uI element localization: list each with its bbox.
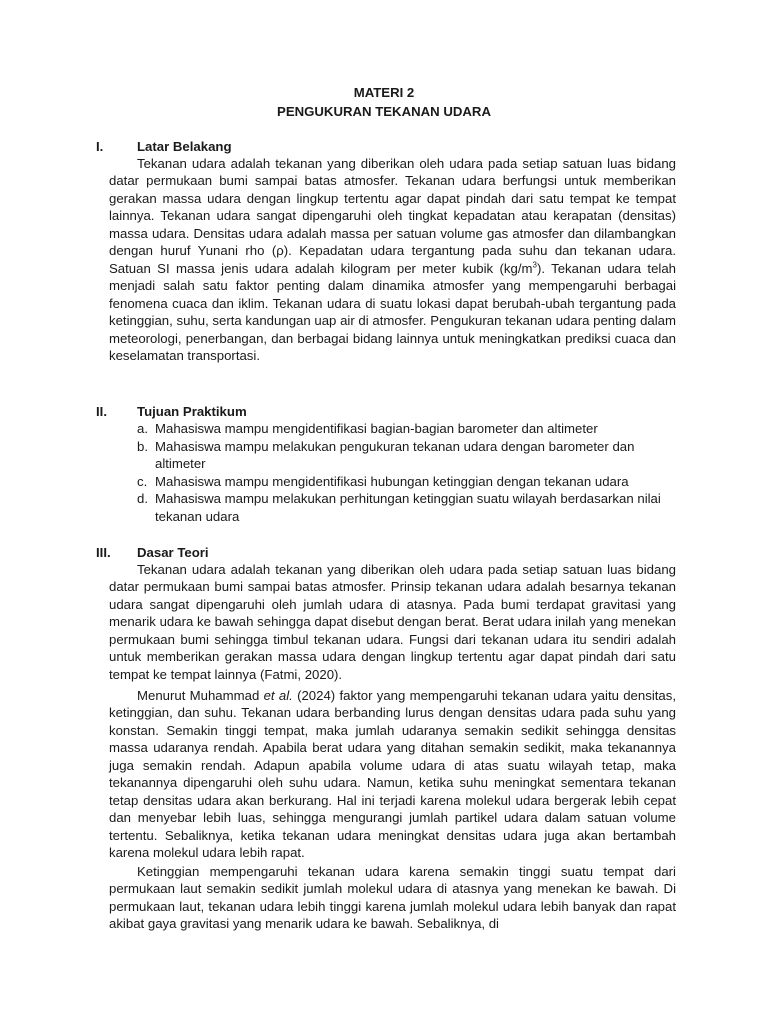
- section-2-number: II.: [96, 404, 107, 419]
- objectives-list: [137, 420, 677, 525]
- section-1-number: I.: [96, 139, 104, 154]
- section-3-title: Dasar Teori: [137, 545, 209, 560]
- list-item-text: Mahasiswa mampu mengidentifikasi bagian-bagian barometer dan altimeter: [155, 421, 598, 436]
- section-2-heading: [0, 403, 768, 420]
- section-1-paragraph-text-a: Tekanan udara adalah tekanan yang diberikan oleh udara pada setiap satuan luas bidang datar permukaan bumi sampai batas atmosfer. Tekanan udara berfungsi untuk memberikan gerakan massa udara dengan lingkup tertentu agar dapat pindah dari satu tempat ke tempat lainnya. Tekanan udara sangat dipengaruhi oleh tingkat kepadatan atau kerapatan (densitas) massa udara. Densitas udara adalah massa per satuan volume gas atmosfer dan dilambangkan dengan huruf Yunani rho (ρ). Kepadatan udara tergantung pada suhu dan tekanan udara. Satuan SI massa jenis udara adalah kilogram per meter kubik (kg/m: [109, 156, 676, 276]
- list-item-letter: a.: [137, 421, 148, 436]
- section-1-title: Latar Belakang: [137, 139, 232, 154]
- section-3-paragraph-2-text-a: Menurut Muhammad: [137, 688, 264, 703]
- list-item-text: Mahasiswa mampu melakukan pengukuran tekanan udara dengan barometer dan altimeter: [155, 438, 635, 471]
- list-item: [137, 490, 677, 525]
- list-item-text: Mahasiswa mampu melakukan perhitungan ketinggian suatu wilayah berdasarkan nilai tekanan udara: [155, 491, 661, 524]
- list-item-text: Mahasiswa mampu mengidentifikasi hubungan ketinggian dengan tekanan udara: [155, 473, 629, 489]
- list-item-letter: c.: [137, 473, 148, 489]
- list-item: [137, 438, 677, 473]
- document-title: MATERI 2: [353, 85, 415, 100]
- section-3-heading: [0, 544, 768, 561]
- superscript-3: 3: [532, 260, 537, 270]
- list-item-letter: b.: [137, 438, 148, 454]
- section-1-heading: [0, 138, 768, 155]
- section-3-paragraph-2-text-b: (2024) faktor yang mempengaruhi tekanan udara yaitu densitas, ketinggian, dan suhu. Tekanan udara berbanding lurus dengan densitas udara pada suhu yang konstan. Semakin tinggi tempat, maka jumlah udaranya semakin sedikit sehingga densitas massa udaranya rendah. Apabila berat udara yang ditahan semakin sedikit, maka tekanannya juga semakin rendah. Adapun apabila volume udara di atas suatu wilayah tetap, maka tekanannya dipengaruhi oleh suhu udara. Namun, ketika suhu meningkat sementara tekanan tetap densitas udara akan berkurang. Hal ini terjadi karena molekul udara bergerak lebih cepat dan menyebar lebih luas, sehingga mengurangi jumlah partikel udara dalam satuan volume tertentu. Sebaliknya, ketika tekanan udara meningkat densitas udara juga akan bertambah karena molekul udara lebih rapat.: [109, 688, 677, 861]
- list-item: [137, 473, 677, 491]
- section-1-paragraph-text-b: ). Tekanan udara telah menjadi salah satu faktor penting dalam dinamika atmosfer yang mempengaruhi berbagai fenomena cuaca dan iklim. Tekanan udara di suatu lokasi dapat berubah-ubah tergantung pada ketinggian, suhu, serta kandungan uap air di atmosfer. Pengukuran tekanan udara penting dalam meteorologi, penerbangan, dan berbagai bidang lainnya untuk meningkatkan prediksi cuaca dan keselamatan transportasi.: [109, 260, 677, 363]
- section-3-number: III.: [96, 545, 111, 560]
- section-1-paragraph: [109, 155, 676, 364]
- section-3-paragraph-3: Ketinggian mempengaruhi tekanan udara karena semakin tinggi suatu tempat dari permukaan laut semakin sedikit jumlah molekul udara di atasnya yang menekan ke bawah. Di permukaan laut, tekanan udara lebih tinggi karena jumlah molekul udara lebih banyak dan rapat akibat gaya gravitasi yang menarik udara ke bawah. Sebaliknya, di: [109, 864, 676, 932]
- list-item-letter: d.: [137, 491, 148, 506]
- list-item: [137, 420, 677, 438]
- section-2-title: Tujuan Praktikum: [137, 404, 247, 419]
- section-3-paragraph-1: Tekanan udara adalah tekanan yang diberikan oleh udara pada setiap satuan luas bidang datar permukaan bumi sampai batas atmosfer. Prinsip tekanan udara adalah besarnya tekanan udara sangat dipengaruhi oleh jumlah udara di atasnya. Pada bumi terdapat gravitasi yang menarik udara ke bawah sehingga dapat disebut dengan berat. Berat udara inilah yang menekan permukaan bumi sehingga timbul tekanan udara. Fungsi dari tekanan udara itu sendiri adalah untuk memberikan gerakan massa udara dengan lingkup tertentu agar dapat pindah dari satu tempat ke tempat lainnya (Fatmi, 2020).: [109, 562, 676, 682]
- section-3-paragraph-2: [109, 687, 676, 862]
- document-subtitle: PENGUKURAN TEKANAN UDARA: [277, 104, 491, 119]
- italic-et-al: et al.: [263, 688, 293, 703]
